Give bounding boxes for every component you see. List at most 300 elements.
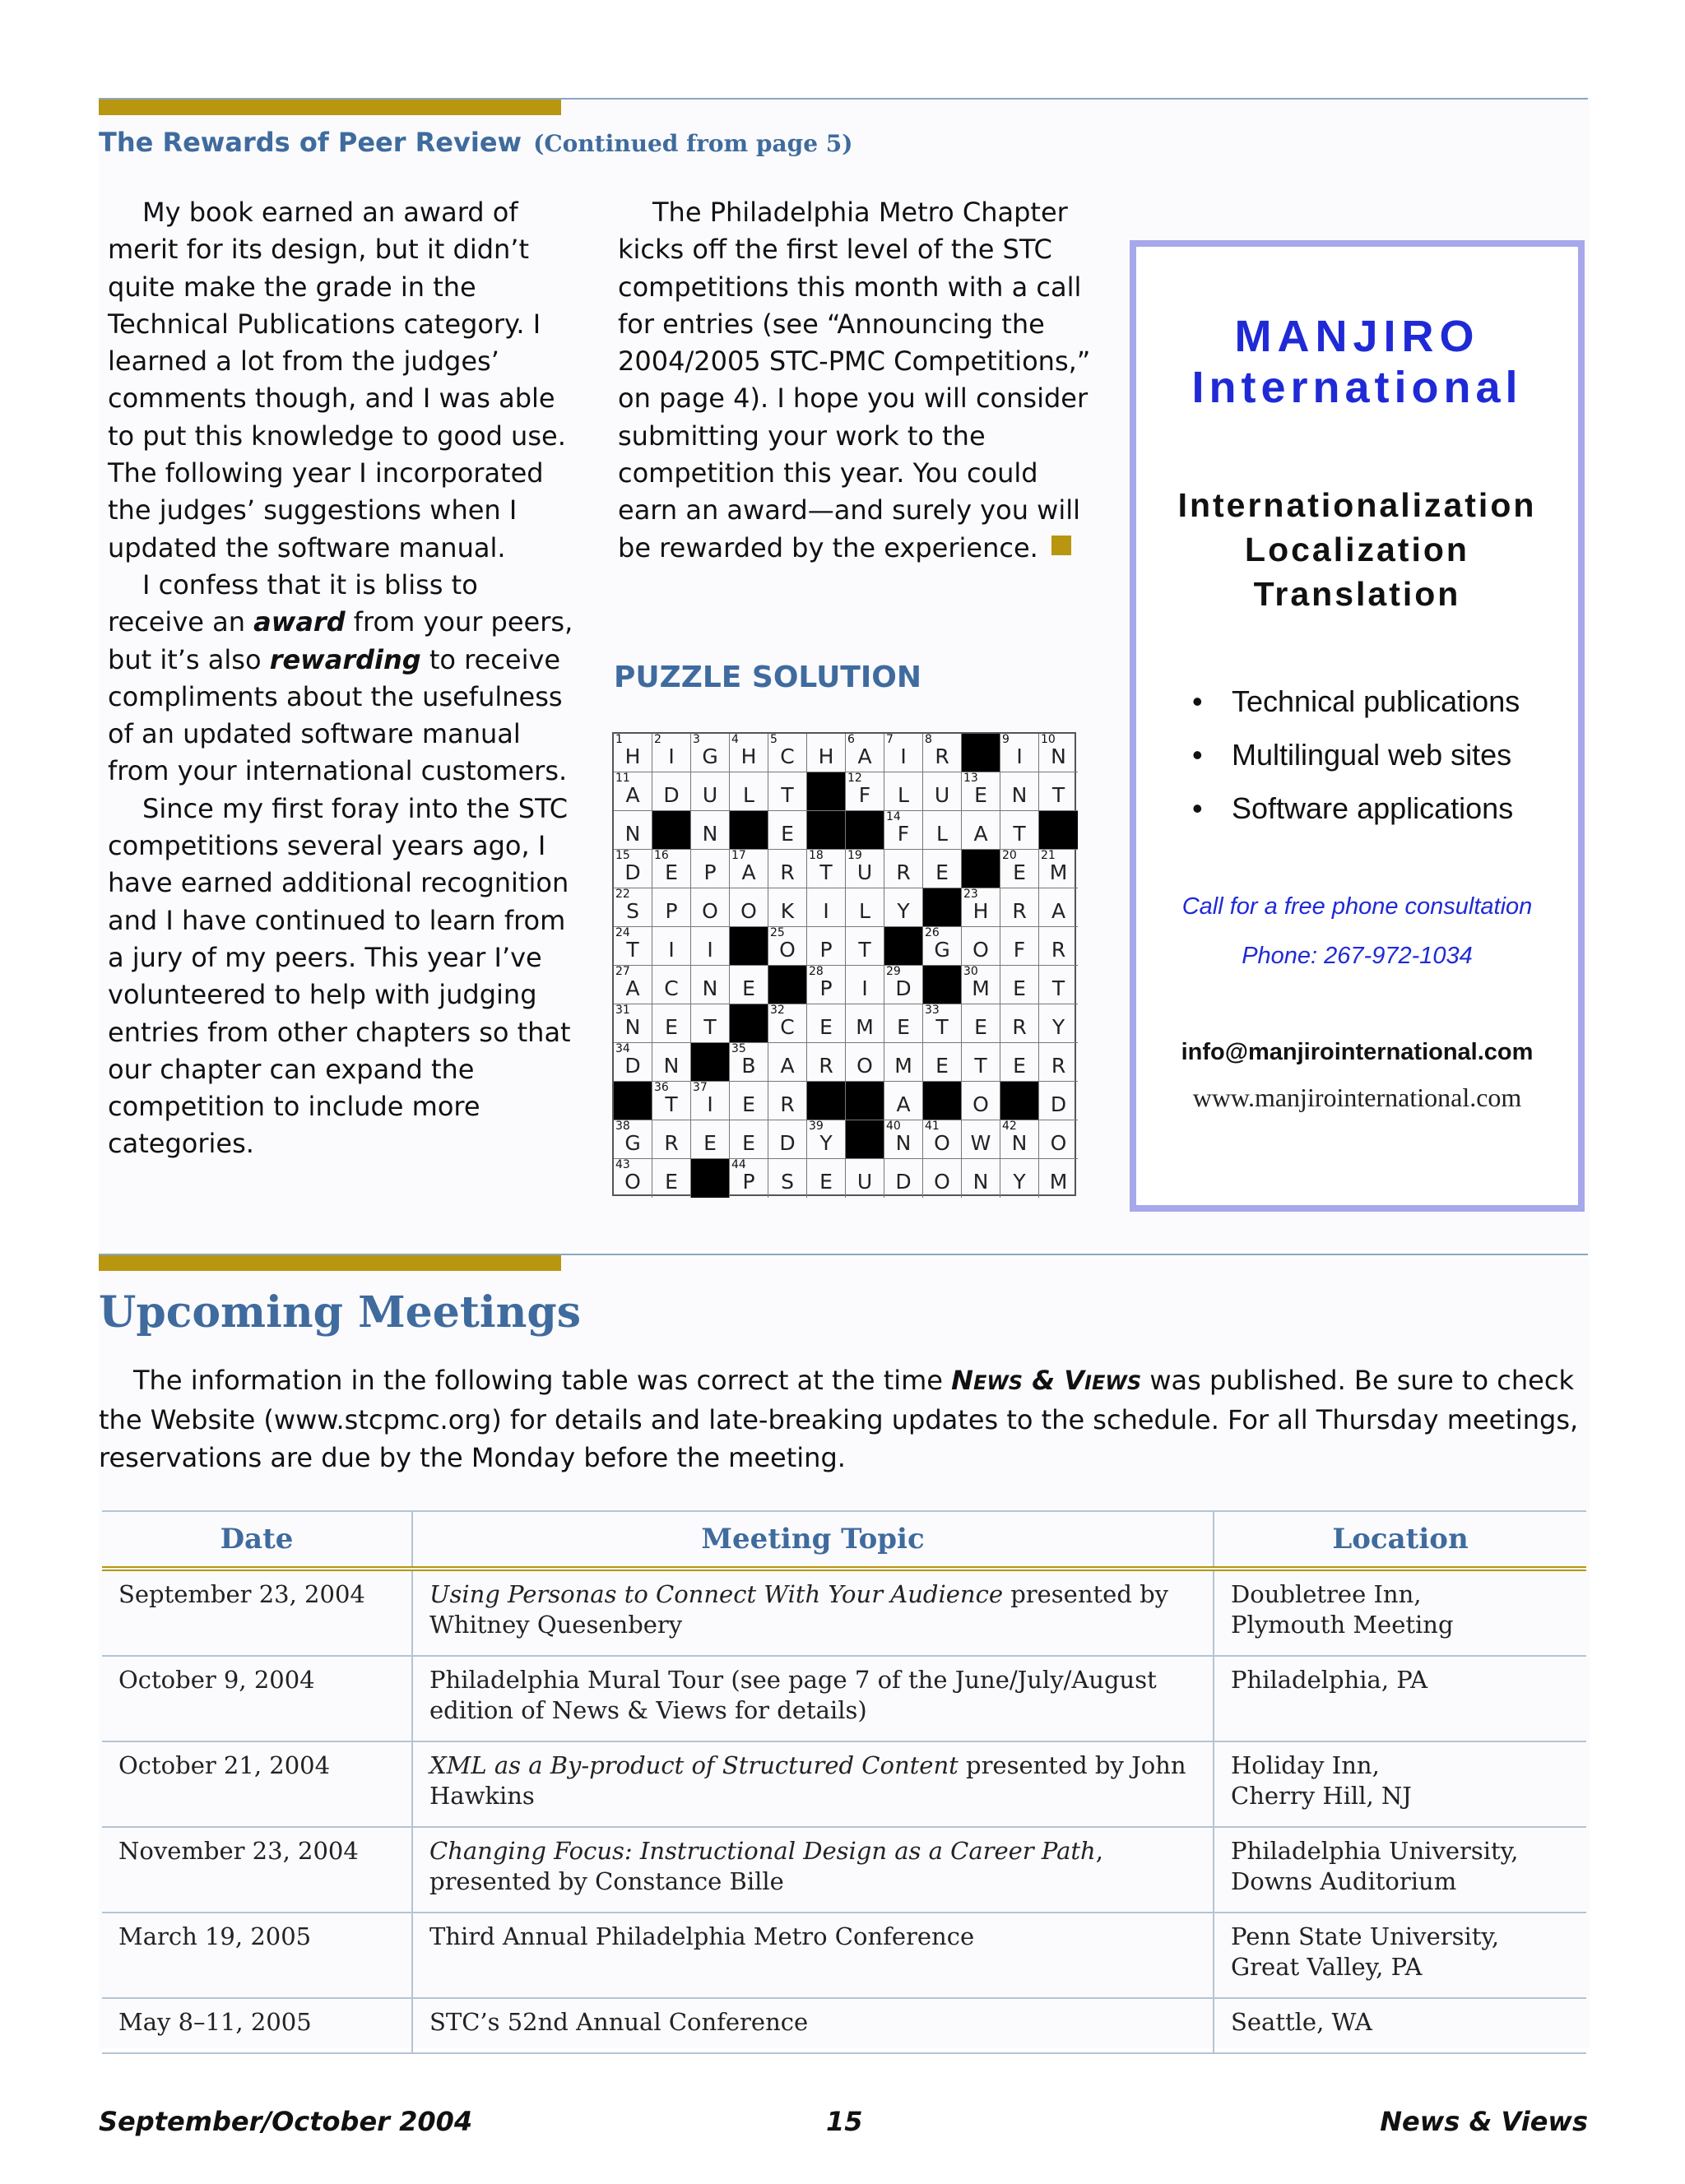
crossword-letter: D [663, 783, 680, 807]
crossword-cell [1000, 927, 1039, 966]
ad-email[interactable]: info@manjirointernational.com [1181, 1039, 1534, 1065]
crossword-cell [691, 888, 730, 927]
crossword-letter: I [668, 744, 675, 768]
crossword-cell [884, 888, 923, 927]
crossword-letter: P [819, 938, 833, 962]
crossword-letter: P [819, 976, 833, 1000]
bullet-item: • Technical publications [1192, 675, 1520, 728]
crossword-cell [962, 927, 1000, 966]
crossword-cell [614, 888, 652, 927]
crossword-cell [884, 1159, 923, 1198]
crossword-letter: T [858, 938, 871, 962]
crossword-cell [1039, 1004, 1078, 1043]
crossword-cell [884, 1120, 923, 1159]
crossword-cell [768, 1159, 807, 1198]
crossword-cell [1039, 734, 1078, 772]
crossword-letter: H [818, 744, 834, 768]
clue-number: 15 [615, 849, 630, 862]
location-line: Philadelphia University, [1231, 1837, 1519, 1865]
crossword-cell [730, 1043, 768, 1082]
service: Internationalization [1177, 486, 1537, 524]
crossword-letter: G [702, 744, 718, 768]
clue-number: 24 [615, 926, 630, 939]
crossword-letter: R [1051, 938, 1066, 962]
crossword-letter: P [703, 860, 717, 884]
crossword-letter: F [858, 783, 871, 807]
crossword-cell [884, 772, 923, 811]
crossword-letter: E [819, 1015, 833, 1039]
crossword-cell [846, 734, 884, 772]
crossword-cell [1039, 850, 1078, 888]
crossword-cell [614, 811, 652, 850]
ad-company-name: MANJIRO [1234, 312, 1480, 361]
text-run: I confess that it is bliss to receive an [108, 568, 478, 638]
clue-number: 35 [731, 1042, 746, 1055]
clue-number: 10 [1041, 733, 1056, 746]
footer-page-number: 15 [826, 2106, 863, 2137]
crossword-cell [1000, 734, 1039, 772]
crossword-letter: T [1051, 783, 1065, 807]
cell-topic [412, 1913, 1214, 1998]
cell-location [1214, 1998, 1586, 2053]
crossword-cell [884, 1082, 923, 1120]
clue-number: 9 [1002, 733, 1010, 746]
crossword-cell [846, 966, 884, 1004]
crossword-letter: A [973, 822, 988, 846]
paragraph: Since my first foray into the STC competitions several years ago, I have earned additional recognition and I have continued to learn from a jury of my peers. This year I’ve volunteered to help with judging entries from other chapters so that our chapter can expand the competition to include more categories. [108, 792, 571, 1160]
crossword-cell [652, 888, 691, 927]
text-run: IEWS [1084, 1371, 1142, 1394]
crossword-cell [691, 772, 730, 811]
crossword-cell [923, 772, 962, 811]
clue-number: 27 [615, 965, 630, 978]
meetings-intro [99, 1362, 1588, 1477]
crossword-black-cell [614, 1082, 652, 1120]
crossword-black-cell [807, 772, 846, 811]
crossword-letter: D [1050, 1092, 1067, 1116]
crossword-letter: E [742, 1131, 755, 1155]
meetings-table [102, 1510, 1586, 2054]
clue-number: 12 [847, 772, 862, 785]
crossword-letter: R [819, 1054, 833, 1078]
continued-note: (Continued from page 5) [533, 130, 853, 157]
crossword-letter: T [935, 1015, 949, 1039]
location-line: Cherry Hill, NJ [1231, 1782, 1412, 1810]
crossword-cell [923, 1159, 962, 1198]
clue-number: 43 [615, 1158, 630, 1171]
crossword-cell [652, 734, 691, 772]
ad-bullets [1192, 675, 1520, 835]
column-header-location: Location [1214, 1511, 1586, 1569]
crossword-cell [730, 734, 768, 772]
crossword-letter: T [1013, 822, 1026, 846]
crossword-letter: N [702, 822, 718, 846]
crossword-cell [1039, 966, 1078, 1004]
crossword-letter: M [1049, 1170, 1068, 1194]
crossword-letter: F [1013, 938, 1026, 962]
location-line: Philadelphia, PA [1231, 1666, 1428, 1694]
crossword-letter: Y [897, 899, 910, 923]
crossword-letter: C [780, 744, 795, 768]
meetings-title: Upcoming Meetings [99, 1287, 582, 1338]
crossword-letter: A [857, 744, 872, 768]
clue-number: 5 [770, 733, 778, 746]
cell-location [1214, 1741, 1586, 1827]
crossword-cell [768, 734, 807, 772]
crossword-cell [807, 1120, 846, 1159]
crossword-cell [768, 927, 807, 966]
cell-date: March 19, 2005 [102, 1913, 412, 1998]
crossword-letter: O [972, 938, 989, 962]
crossword-letter: O [934, 1170, 950, 1194]
cell-topic [412, 1656, 1214, 1741]
crossword-letter: R [1012, 899, 1027, 923]
crossword-letter: E [974, 783, 987, 807]
crossword-letter: N [663, 1054, 680, 1078]
crossword-letter: T [1051, 976, 1065, 1000]
end-of-article-mark [1051, 536, 1071, 555]
text-run: from your peers, but it’s also [108, 606, 573, 675]
crossword-cell [614, 772, 652, 811]
crossword-letter: R [780, 1092, 795, 1116]
text-run: was published. Be sure to check the Website (www.stcpmc.org) for details and late-breaking updates to the schedule. For all Thursday meetings, reservations are due by the Monday before the meeting. [99, 1365, 1579, 1473]
crossword-cell [614, 1043, 652, 1082]
crossword-letter: T [781, 783, 794, 807]
paragraph [99, 1362, 1588, 1477]
crossword-black-cell [807, 811, 846, 850]
crossword-cell [768, 1043, 807, 1082]
crossword-letter: M [972, 976, 990, 1000]
crossword-letter: E [742, 1092, 755, 1116]
cell-date: October 9, 2004 [102, 1656, 412, 1741]
crossword-cell [962, 1004, 1000, 1043]
clue-number: 41 [925, 1120, 940, 1133]
crossword-letter: N [1051, 744, 1066, 768]
crossword-letter: I [707, 1092, 713, 1116]
crossword-cell [1000, 1043, 1039, 1082]
crossword-cell [923, 927, 962, 966]
crossword-letter: Y [1013, 1170, 1026, 1194]
crossword-black-cell [846, 1082, 884, 1120]
crossword-letter: A [1051, 899, 1066, 923]
crossword-letter: O [972, 1092, 989, 1116]
crossword-letter: N [624, 1015, 641, 1039]
crossword-cell [884, 966, 923, 1004]
clue-number: 36 [654, 1081, 669, 1094]
crossword-letter: T [974, 1054, 987, 1078]
article-title [99, 127, 853, 158]
clue-number: 4 [731, 733, 739, 746]
crossword-letter: I [707, 938, 713, 962]
crossword-letter: O [779, 938, 796, 962]
paragraph: My book earned an award of merit for its design, but it didn’t quite make the grade in the Technical Publications category. I learned a lot from the judges’ comments though, and I was able to put this knowledge to good use. The following year I incorporated the judges’ suggestions when I updated the software manual. [108, 197, 566, 563]
bullet-item: • Software applications [1192, 781, 1520, 835]
clue-number: 6 [847, 733, 855, 746]
crossword-letter: E [974, 1015, 987, 1039]
crossword-cell [962, 1082, 1000, 1120]
column-header-date: Date [102, 1511, 412, 1569]
crossword-letter: N [972, 1170, 989, 1194]
crossword-letter: A [625, 976, 640, 1000]
cell-topic [412, 1569, 1214, 1656]
crossword-letter: E [1013, 976, 1026, 1000]
crossword-letter: E [935, 860, 949, 884]
cell-date: September 23, 2004 [102, 1569, 412, 1656]
crossword-cell [614, 1120, 652, 1159]
crossword-letter: N [702, 976, 718, 1000]
footer-publication: News & Views [1380, 2106, 1588, 2137]
table-row [102, 1569, 1586, 1656]
crossword-cell [768, 1120, 807, 1159]
crossword-cell [923, 811, 962, 850]
crossword-black-cell [923, 888, 962, 927]
crossword-cell [1000, 772, 1039, 811]
text-run: V [1064, 1365, 1085, 1396]
crossword-cell [807, 734, 846, 772]
topic-title: Changing Focus: Instructional Design as a Career Path [429, 1837, 1096, 1865]
crossword-letter: E [1013, 860, 1026, 884]
clue-number: 37 [693, 1081, 708, 1094]
ad-company-name-2: International [1191, 363, 1523, 412]
crossword-black-cell [652, 811, 691, 850]
ad-call: Call for a free phone consultation [1181, 893, 1533, 920]
crossword-letter: E [665, 1015, 678, 1039]
crossword-black-cell [730, 811, 768, 850]
clue-number: 34 [615, 1042, 630, 1055]
crossword-cell [652, 1120, 691, 1159]
crossword-letter: G [934, 938, 950, 962]
crossword-letter: T [703, 1015, 717, 1039]
crossword-cell [614, 734, 652, 772]
crossword-letter: G [624, 1131, 641, 1155]
clue-number: 39 [809, 1120, 824, 1133]
text-run: The information in the following table was correct at the time [133, 1365, 952, 1396]
crossword-cell [962, 966, 1000, 1004]
crossword-cell [1039, 888, 1078, 927]
crossword-letter: O [1050, 1131, 1067, 1155]
crossword-black-cell [846, 1120, 884, 1159]
crossword-black-cell [846, 811, 884, 850]
crossword-letter: T [626, 938, 639, 962]
crossword-cell [1039, 1082, 1078, 1120]
text-run: The Philadelphia Metro Chapter kicks off the first level of the STC competitions this month with a call for entries (see “Announcing the 2004/2005 STC-PMC Competitions,” on page 4). I hope you will consider submitting your work to the competition this year. You could earn an award—and surely you will be rewarded by the experience. [618, 197, 1091, 563]
crossword-cell [884, 1043, 923, 1082]
crossword-black-cell [962, 734, 1000, 772]
article-column-2 [618, 194, 1095, 567]
crossword-letter: T [665, 1092, 678, 1116]
crossword-letter: L [898, 783, 909, 807]
topic-text: , presented by Constance Bille [429, 1837, 1103, 1895]
crossword-cell [807, 1043, 846, 1082]
crossword-cell [884, 811, 923, 850]
bullet-item: • Multilingual web sites [1192, 728, 1520, 781]
table-header-row [102, 1511, 1586, 1569]
crossword-letter: D [895, 1170, 912, 1194]
crossword-cell [691, 966, 730, 1004]
crossword-cell [1000, 850, 1039, 888]
crossword-cell [652, 1159, 691, 1198]
crossword-letter: E [935, 1054, 949, 1078]
clue-number: 28 [809, 965, 824, 978]
text-run: & [1023, 1365, 1065, 1396]
emphasis-rewarding: rewarding [269, 643, 421, 675]
crossword-black-cell [962, 850, 1000, 888]
clue-number: 3 [693, 733, 700, 746]
clue-number: 19 [847, 849, 862, 862]
crossword-cell [962, 1159, 1000, 1198]
crossword-letter: M [1049, 860, 1068, 884]
cell-location [1214, 1569, 1586, 1656]
cell-topic [412, 1741, 1214, 1827]
clue-number: 38 [615, 1120, 630, 1133]
crossword-letter: I [900, 744, 907, 768]
location-line: Holiday Inn, [1231, 1751, 1380, 1779]
crossword-letter: C [780, 1015, 795, 1039]
crossword-letter: U [702, 783, 718, 807]
crossword-cell [846, 888, 884, 927]
crossword-letter: M [894, 1054, 912, 1078]
crossword-letter: N [1011, 1131, 1028, 1155]
crossword-cell [807, 850, 846, 888]
location-line: Great Valley, PA [1231, 1953, 1423, 1981]
cell-date: May 8–11, 2005 [102, 1998, 412, 2053]
text-run: N [951, 1365, 973, 1396]
crossword-cell [730, 1159, 768, 1198]
crossword-cell [807, 888, 846, 927]
clue-number: 13 [963, 772, 978, 785]
crossword-cell [614, 1159, 652, 1198]
crossword-cell [652, 927, 691, 966]
crossword-letter: U [856, 860, 873, 884]
crossword-cell [652, 966, 691, 1004]
ad-services [1136, 483, 1578, 616]
crossword-cell [884, 850, 923, 888]
clue-number: 18 [809, 849, 824, 862]
cell-date: October 21, 2004 [102, 1741, 412, 1827]
crossword-letter: L [936, 822, 948, 846]
article-column-1 [108, 194, 573, 1163]
cell-location [1214, 1827, 1586, 1913]
ad-phone: Phone: 267-972-1034 [1242, 943, 1473, 969]
crossword-cell [730, 966, 768, 1004]
crossword-black-cell [691, 1159, 730, 1198]
crossword-letter: E [897, 1015, 910, 1039]
crossword-letter: I [861, 976, 868, 1000]
crossword-letter: R [1012, 1015, 1027, 1039]
top-gold-bar [99, 100, 561, 115]
crossword-black-cell [730, 927, 768, 966]
crossword-letter: L [859, 899, 870, 923]
crossword-cell [846, 772, 884, 811]
crossword-letter: T [819, 860, 833, 884]
crossword-black-cell [730, 1004, 768, 1043]
clue-number: 16 [654, 849, 669, 862]
location-line: Seattle, WA [1231, 2008, 1372, 2036]
clue-number: 30 [963, 965, 978, 978]
clue-number: 7 [886, 733, 894, 746]
crossword-black-cell [807, 1082, 846, 1120]
location-line: Penn State University, [1231, 1922, 1500, 1950]
crossword-cell [730, 772, 768, 811]
clue-number: 44 [731, 1158, 746, 1171]
clue-number: 21 [1041, 849, 1056, 862]
manjiro-ad [1130, 240, 1585, 1212]
clue-number: 33 [925, 1004, 940, 1017]
crossword-letter: D [779, 1131, 796, 1155]
crossword-letter: C [664, 976, 679, 1000]
crossword-cell [652, 850, 691, 888]
crossword-letter: A [896, 1092, 911, 1116]
crossword-cell [807, 927, 846, 966]
crossword-cell [1039, 1159, 1078, 1198]
crossword-cell [923, 850, 962, 888]
crossword-letter: R [935, 744, 949, 768]
crossword-letter: P [742, 1170, 755, 1194]
crossword-letter: D [624, 860, 641, 884]
crossword-letter: N [624, 822, 641, 846]
crossword-cell [614, 927, 652, 966]
crossword-letter: O [856, 1054, 873, 1078]
crossword-cell [962, 1043, 1000, 1082]
crossword-cell [846, 1004, 884, 1043]
ad-website[interactable]: www.manjirointernational.com [1192, 1083, 1522, 1112]
crossword-cell [768, 811, 807, 850]
crossword-letter: R [896, 860, 911, 884]
crossword-cell [807, 1159, 846, 1198]
crossword-letter: O [740, 899, 757, 923]
topic-title: Using Personas to Connect With Your Audience [429, 1580, 1003, 1608]
topic-text: Philadelphia Mural Tour (see page 7 of the June/July/August edition of News & Views for details) [429, 1666, 1157, 1724]
footer-issue: September/October 2004 [99, 2106, 473, 2137]
topic-text: Third Annual Philadelphia Metro Conference [429, 1922, 975, 1950]
crossword-cell [962, 811, 1000, 850]
crossword-letter: O [934, 1131, 950, 1155]
crossword-letter: I [1016, 744, 1023, 768]
crossword-cell [1000, 1004, 1039, 1043]
cell-location [1214, 1656, 1586, 1741]
crossword-letter: R [1051, 1054, 1066, 1078]
crossword-cell [1039, 772, 1078, 811]
clue-number: 42 [1002, 1120, 1017, 1133]
topic-title: XML as a By-product of Structured Content [429, 1751, 959, 1779]
crossword-black-cell [1000, 1082, 1039, 1120]
crossword-cell [1000, 966, 1039, 1004]
crossword-cell [730, 1082, 768, 1120]
column-header-topic: Meeting Topic [412, 1511, 1214, 1569]
crossword-letter: I [823, 899, 829, 923]
crossword-letter: Y [819, 1131, 833, 1155]
crossword-cell [807, 1004, 846, 1043]
article-title-text: The Rewards of Peer Review [99, 127, 522, 158]
crossword-letter: F [897, 822, 910, 846]
publication-name [951, 1365, 1141, 1396]
crossword-black-cell [923, 966, 962, 1004]
crossword-black-cell [768, 966, 807, 1004]
crossword-black-cell [691, 1043, 730, 1082]
clue-number: 22 [615, 888, 630, 901]
cell-date: November 23, 2004 [102, 1827, 412, 1913]
crossword-cell [1039, 927, 1078, 966]
location-line: Plymouth Meeting [1231, 1611, 1454, 1639]
crossword-cell [768, 1004, 807, 1043]
crossword-cell [652, 1082, 691, 1120]
crossword-black-cell [923, 1082, 962, 1120]
crossword-letter: P [665, 899, 678, 923]
crossword-cell [846, 927, 884, 966]
crossword-cell [768, 888, 807, 927]
crossword-cell [614, 966, 652, 1004]
crossword-grid [612, 732, 1076, 1196]
